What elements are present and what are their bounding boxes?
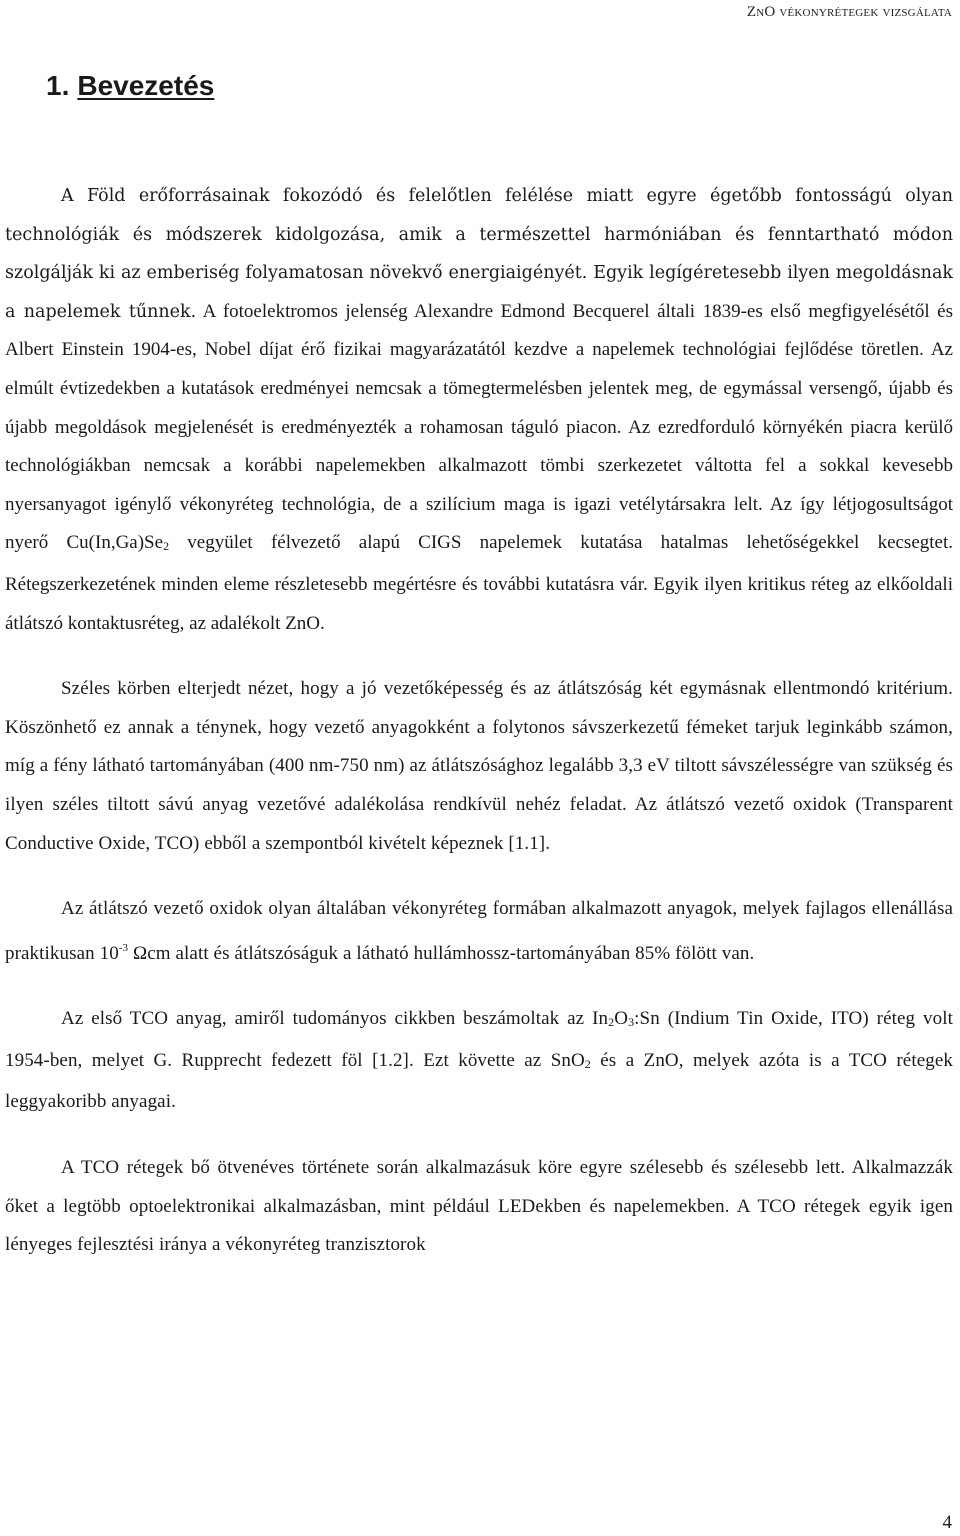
paragraph-tco-history-part1: Az első TCO anyag, amiről tudományos cikkben beszámoltak az In [61,1008,609,1030]
paragraph-tco-definition-part2: Ωcm alatt és átlátszóságuk a látható hullámhossz-tartományában 85% fölött van. [128,942,755,964]
body-text [5,177,953,1292]
paragraph-intro-part3: vegyület félvezető alapú CIGS napelemek kutatása hatalmas lehetőségekkel kecsegtet. Rétegszerkezetének minden eleme részletesebb megértésre és további kutatásra vár. Egyik ilyen kritikus réteg az elkőoldali átlátszó kontaktusréteg, az adalékolt ZnO. [5,532,954,634]
subscript: 2 [584,1056,591,1071]
paragraph-tco-history-part2: O [614,1008,629,1030]
paragraph-tco-history [5,1000,953,1122]
chapter-number: 1. [46,70,70,101]
paragraph-tco-definition [5,890,953,973]
paragraph-tco-applications: A TCO rétegek bő ötvenéves története során alkalmazásuk köre egyre szélesebb és szélesebb lett. Alkalmazzák őket a legtöbb optoelektronikai alkalmazásban, mint például LEDekben és napelemekben. A TCO rétegek egyik igen lényeges fejlesztési iránya a vékonyréteg tranzisztorok [5,1157,953,1256]
subscript: 3 [628,1015,635,1030]
subscript: 2 [163,539,170,554]
paragraph-tco-history-part4: és a ZnO, melyek azóta is a TCO rétegek leggyakoribb anyagai. [5,1049,953,1113]
subscript: 2 [608,1015,615,1030]
chapter-heading [46,70,214,102]
paragraph-tco-definition-part1: Az átlátszó vezető oxidok olyan általában vékonyréteg formában alkalmazott anyagok, melyek fajlagos ellenállása praktikusan 10 [5,898,953,964]
paragraph-intro [5,177,953,643]
running-header: ZnO vékonyrétegek vizsgálata [746,4,952,20]
paragraph-tco-history-part3: :Sn (Indium Tin Oxide, ITO) réteg volt 1954-ben, melyet G. Rupprecht fedezett föl [1.2]. Ezt követte az SnO [5,1008,953,1071]
paragraph-intro-part2: A fotoelektromos jelenség Alexandre Edmond Becquerel általi 1839-es első megfigyelésétől és Albert Einstein 1904-es, Nobel díjat érő fizikai magyarázatától kezdve a napelemek technológiai fejlődése töretlen. Az elmúlt évtizedekben a kutatások eredményei nemcsak a tömegtermelésben jelentek meg, de egymással versengő, újabb és újabb megoldások megjelenését is eredményezték a rohamosan táguló piacon. Az ezredforduló környékén piacra kerülő technológiákban nemcsak a korábbi napelemekben alkalmazott tömbi szerkezetet váltotta fel a sokkal kevesebb nyersanyagot igénylő vékonyréteg technológia, de a szilícium maga is igazi vetélytársakra lelt. Az így létjogosultságot nyerő Cu(In,Ga)Se [5,300,953,554]
paragraph-conductivity: Széles körben elterjedt nézet, hogy a jó vezetőképesség és az átlátszóság két egymásnak ellentmondó kritérium. Köszönhető ez annak a ténynek, hogy vezető anyagokként a folytonos sávszerkezetű fémeket tarjuk leginkább számon, míg a fény látható tartományában (400 nm-750 nm) az átlátszósághoz legalább 3,3 eV tiltott sávszélességre van szükség és ilyen széles tiltott sávú anyag vezetővé adalékolása rendkívül nehéz feladat. Az átlátszó vezető oxidok (Transparent Conductive Oxide, TCO) ebből a szempontból kivételt képeznek [1.1]. [5,678,953,854]
page-number: 4 [942,1512,952,1533]
paragraph-intro-part1: A Föld erőforrásainak fokozódó és felelőtlen felélése miatt egyre égetőbb fontosságú olyan technológiák és módszerek kidolgozása, amik a természettel harmóniában és fenntartható módon szolgálják ki az emberiség folyamatosan növekvő energiaigényét. Egyik legígéretesebb ilyen megoldásnak a napelemek tűnnek. [5,186,953,322]
chapter-title: Bevezetés [77,70,215,101]
superscript: -3 [118,941,129,954]
